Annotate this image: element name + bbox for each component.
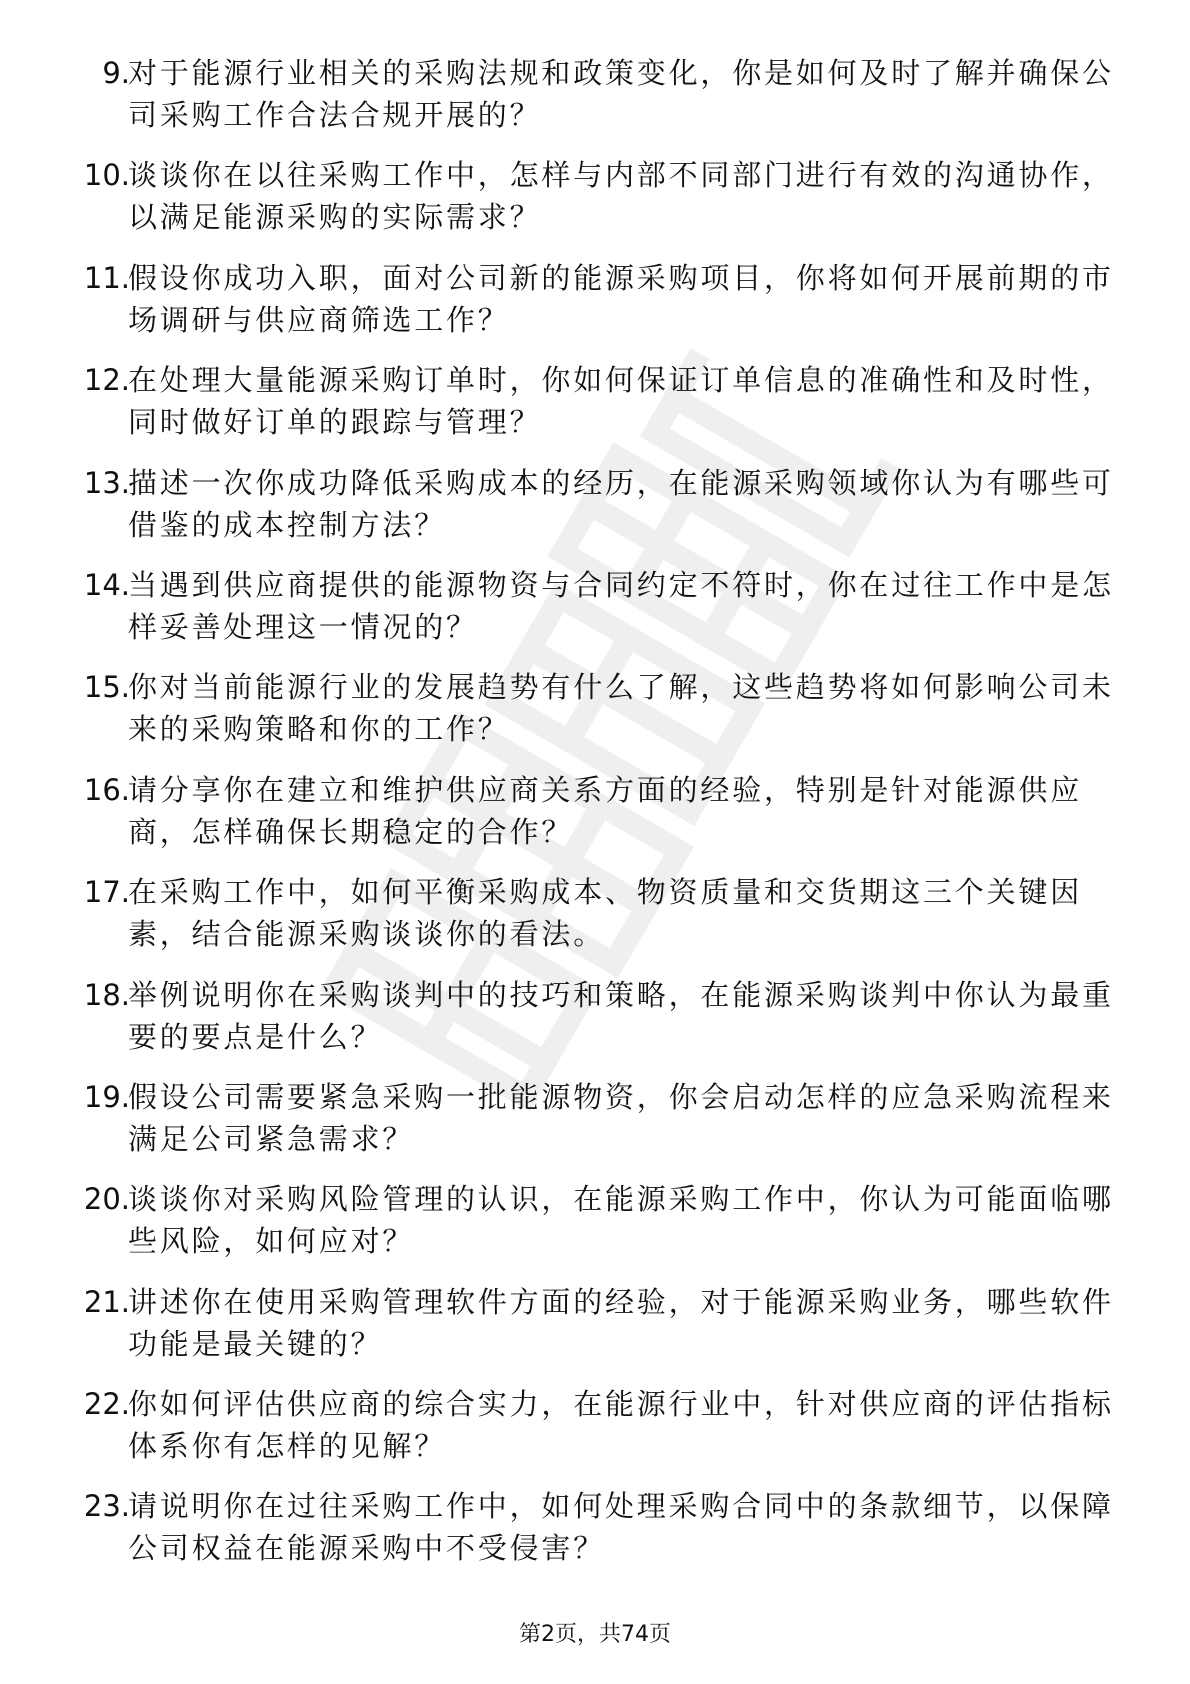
question-text: 谈谈你对采购风险管理的认识，在能源采购工作中，你认为可能面临哪些风险，如何应对？ [128, 1182, 1114, 1259]
question-number: 9. [102, 56, 130, 90]
question-text: 在采购工作中，如何平衡采购成本、物资质量和交货期这三个关键因素，结合能源采购谈谈你的看法。 [128, 875, 1083, 952]
question-text: 谈谈你在以往采购工作中，怎样与内部不同部门进行有效的沟通协作，以满足能源采购的实际需求？ [128, 158, 1114, 235]
list-item [0, 564, 1190, 666]
question-text: 对于能源行业相关的采购法规和政策变化，你是如何及时了解并确保公司采购工作合法合规开展的？ [128, 56, 1114, 132]
list-item [0, 1178, 1190, 1280]
list-item [0, 52, 1190, 154]
list-item [0, 974, 1190, 1076]
list-item [0, 769, 1190, 871]
list-item [0, 462, 1190, 564]
question-number: 11. [83, 260, 130, 295]
list-item [0, 154, 1190, 256]
list-item [0, 1281, 1190, 1383]
question-number: 12. [83, 363, 130, 398]
question-number: 17. [83, 875, 130, 910]
list-item [0, 871, 1190, 973]
question-text: 在处理大量能源采购订单时，你如何保证订单信息的准确性和及时性，同时做好订单的跟踪与管理？ [128, 363, 1114, 440]
list-item [0, 666, 1190, 768]
question-text: 讲述你在使用采购管理软件方面的经验，对于能源采购业务，哪些软件功能是最关键的？ [128, 1284, 1114, 1361]
page-number-footer: 第2页，共74页 [519, 1622, 671, 1647]
question-text: 假设你成功入职，面对公司新的能源采购项目，你将如何开展前期的市场调研与供应商筛选工作？ [128, 260, 1114, 337]
question-number: 10. [83, 158, 130, 193]
list-item [0, 257, 1190, 359]
question-text: 请说明你在过往采购工作中，如何处理采购合同中的条款细节，以保障公司权益在能源采购中不受侵害？ [128, 1489, 1114, 1566]
question-text: 请分享你在建立和维护供应商关系方面的经验，特别是针对能源供应商，怎样确保长期稳定的合作？ [128, 772, 1083, 849]
question-list [0, 52, 1190, 1588]
list-item [0, 1383, 1190, 1485]
list-item [0, 359, 1190, 461]
question-number: 23. [83, 1489, 130, 1524]
question-number: 18. [83, 977, 130, 1012]
question-text: 你对当前能源行业的发展趋势有什么了解，这些趋势将如何影响公司未来的采购策略和你的工作？ [128, 670, 1114, 747]
question-text: 举例说明你在采购谈判中的技巧和策略，在能源采购谈判中你认为最重要的要点是什么？ [128, 977, 1114, 1054]
question-number: 14. [83, 567, 130, 602]
question-number: 20. [83, 1182, 130, 1217]
question-number: 13. [83, 465, 130, 500]
question-text: 当遇到供应商提供的能源物资与合同约定不符时，你在过往工作中是怎样妥善处理这一情况的？ [128, 567, 1114, 644]
question-text: 你如何评估供应商的综合实力，在能源行业中，针对供应商的评估指标体系你有怎样的见解？ [128, 1387, 1114, 1464]
question-text: 描述一次你成功降低采购成本的经历，在能源采购领域你认为有哪些可借鉴的成本控制方法？ [128, 465, 1114, 542]
question-number: 19. [83, 1079, 130, 1114]
question-number: 21. [83, 1284, 130, 1319]
list-item [0, 1076, 1190, 1178]
question-number: 16. [83, 772, 130, 807]
question-text: 假设公司需要紧急采购一批能源物资，你会启动怎样的应急采购流程来满足公司紧急需求？ [128, 1079, 1114, 1156]
question-number: 22. [83, 1387, 130, 1422]
list-item [0, 1485, 1190, 1587]
question-number: 15. [83, 670, 130, 705]
